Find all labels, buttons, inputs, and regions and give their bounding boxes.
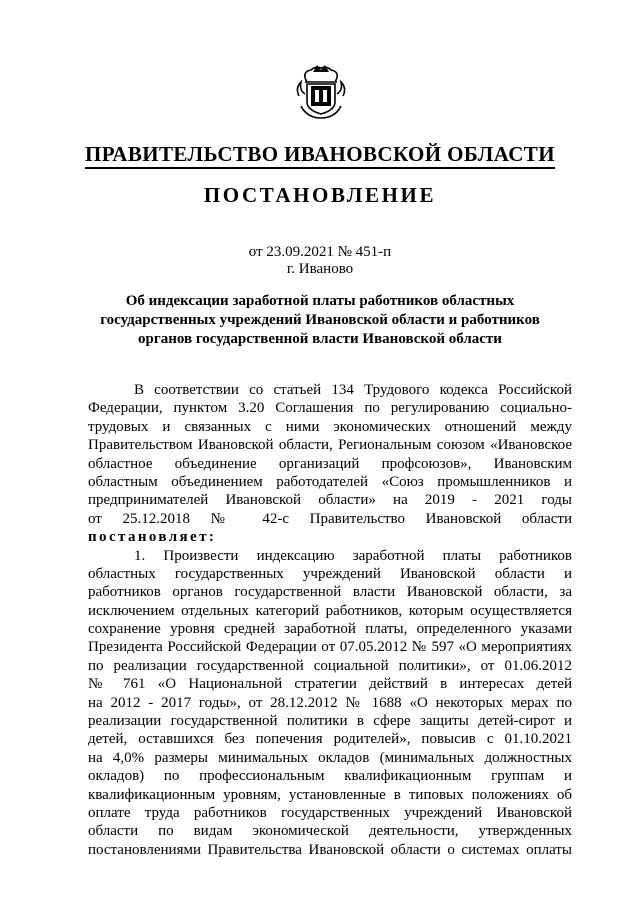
body-line: предпринимателей Ивановской области» на 2019 - 2021 годы (88, 492, 572, 509)
body-line: исключением отдельных категорий работников, которым осуществляется (88, 602, 572, 619)
body-line: Правительством Ивановской области, Региональным союзом «Ивановское (88, 437, 572, 454)
body-line: сохранение уровня средней заработной платы, определенного указами (88, 621, 572, 638)
subject-line: государственных учреждений Ивановской области и работников (100, 312, 540, 328)
document-type: ПОСТАНОВЛЕНИЕ (203, 183, 437, 207)
body-line: Федерации, пунктом 3.20 Соглашения по регулированию социально- (88, 400, 572, 417)
body-line: трудовых и связанных с ними экономических отношений между (88, 418, 572, 435)
document-body (88, 381, 572, 859)
body-line: 1. Произвести индексацию заработной платы работников (134, 547, 572, 564)
government-title-text: ПРАВИТЕЛЬСТВО ИВАНОВСКОЙ ОБЛАСТИ (85, 142, 555, 169)
body-line: областное объединение организаций профсоюзов», Ивановским (88, 455, 572, 472)
body-line-decree: постановляет: (88, 529, 217, 546)
document-city: г. Иваново (286, 261, 354, 277)
body-line: на 2012 - 2017 годы», от 28.12.2012 № 1688 «О некоторых мерах по (88, 694, 572, 711)
body-line: В соответствии со статьей 134 Трудового кодекса Российской (134, 382, 572, 398)
subject-line: Об индексации заработной платы работников областных (125, 293, 515, 309)
body-line: постановлениями Правительства Ивановской области о системах оплаты (88, 841, 572, 858)
body-line: квалификационным уровням, установленные в типовых положениях об (88, 786, 572, 803)
subject-line: органов государственной власти Ивановской области (138, 331, 502, 347)
document-date-number: от 23.09.2021 № 451-п (248, 244, 392, 260)
body-line: области по видам экономической деятельности, утвержденных (88, 823, 572, 840)
body-line: реализации государственной политики в сфере защиты детей-сирот и (88, 713, 572, 730)
body-line: по реализации государственной социальной политики», от 01.06.2012 (88, 657, 572, 674)
body-line: оплате труда работников государственных учреждений Ивановской (88, 804, 572, 821)
body-line: областных государственных учреждений Ивановской области и (88, 565, 572, 582)
body-line: Президента Российской Федерации от 07.05.2012 № 597 «О мероприятиях (88, 639, 572, 656)
coat-of-arms-icon (293, 62, 349, 120)
body-line: на 4,0% размеры минимальных окладов (минимальных должностных (88, 749, 572, 766)
body-line: № 761 «О Национальной стратегии действий в интересах детей (88, 676, 572, 693)
document-subject (96, 292, 544, 349)
body-line: от 25.12.2018 № 42-с Правительство Ивановской области (88, 510, 572, 527)
government-title (0, 141, 640, 167)
body-line: окладов) по профессиональным квалификационным группам и (88, 768, 572, 785)
body-line: областным объединением работодателей «Союз промышленников и (88, 473, 572, 490)
body-line: работников органов государственной власти Ивановской области, за (88, 584, 572, 601)
body-line: детей, оставшихся без попечения родителей», повысив с 01.10.2021 (88, 731, 572, 748)
